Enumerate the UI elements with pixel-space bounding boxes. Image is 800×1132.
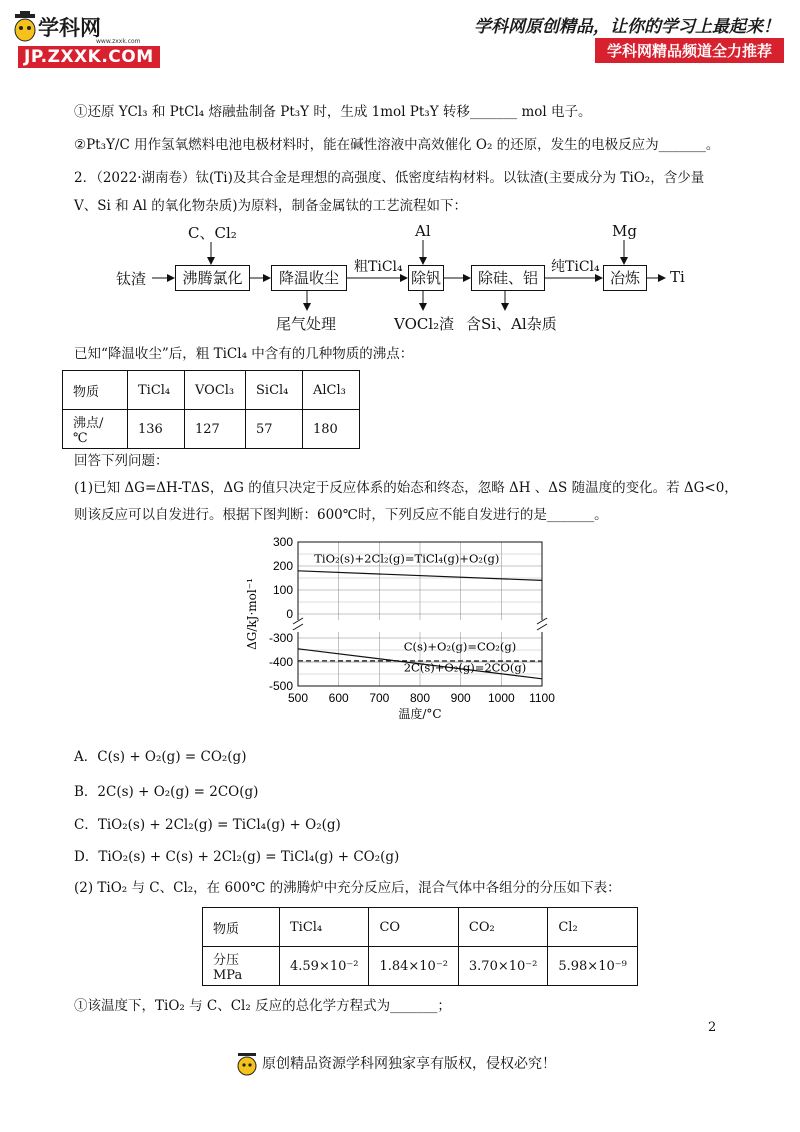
table-cell: Cl₂	[548, 908, 637, 947]
x-tick-label: 900	[450, 691, 471, 705]
flow-output-3: VOCl₂渣	[394, 315, 455, 333]
table-row	[203, 947, 638, 986]
table-cell: CO	[369, 908, 458, 947]
table-cell: 3.70×10⁻²	[458, 947, 547, 986]
mascot-icon	[236, 1050, 258, 1076]
header-slogan: 学科网原创精品，让你的学习上最起来！	[474, 17, 780, 37]
table-cell: CO₂	[458, 908, 547, 947]
y-tick-label: -400	[268, 655, 293, 669]
question-line: ①还原 YCl₃ 和 PtCl₄ 熔融盐制备 Pt₃Y 时，生成 1mol Pt₃Y 转移_______ mol 电子。	[74, 104, 592, 120]
table-cell: 127	[185, 410, 246, 449]
question-line: (2) TiO₂ 与 C、Cl₂，在 600℃ 的沸腾炉中充分反应后，混合气体中各组分的分压如下表：	[74, 880, 621, 896]
flow-arrows	[0, 0, 800, 340]
x-tick-label: 1100	[529, 691, 555, 705]
question-line: V、Si 和 Al 的氧化物杂质)为原料，制备金属钛的工艺流程如下：	[74, 198, 468, 214]
option-b[interactable]: B．2C(s) + O₂(g) = 2CO(g)	[74, 784, 259, 800]
flow-step-3: 除钒	[408, 265, 444, 291]
flow-start: 钛渣	[116, 270, 147, 288]
question-line: 回答下列问题：	[74, 453, 169, 469]
question-line: ②Pt₃Y/C 用作氢氧燃料电池电极材料时，能在碱性溶液中高效催化 O₂ 的还原，发生的电极反应为_______。	[74, 137, 720, 153]
series-label: C(s)+O₂(g)=CO₂(g)	[403, 639, 517, 654]
flow-output-2: 尾气处理	[276, 315, 337, 333]
question-line: 则该反应可以自发进行。根据下图判断：600℃时，下列反应不能自发进行的是_______。	[74, 507, 608, 523]
table-cell: 57	[246, 410, 303, 449]
boiling-point-table	[62, 370, 360, 449]
table-cell: SiCl₄	[246, 371, 303, 410]
y-tick-label: 100	[272, 583, 293, 597]
option-a[interactable]: A．C(s) + O₂(g) = CO₂(g)	[74, 749, 247, 765]
flow-step-4: 除硅、铝	[471, 265, 545, 291]
x-tick-label: 600	[328, 691, 349, 705]
logo-url: JP.ZXXK.COM	[18, 46, 160, 68]
flow-input-3: Al	[415, 222, 431, 240]
series-label: 2C(s)+O₂(g)=2CO(g)	[403, 660, 527, 675]
table-cell: 4.59×10⁻²	[280, 947, 369, 986]
page-number: 2	[708, 1020, 717, 1035]
x-tick-label: 500	[287, 691, 309, 705]
y-axis-label: ΔG/kJ·mol⁻¹	[245, 578, 259, 650]
option-c[interactable]: C．TiO₂(s) + 2Cl₂(g) = TiCl₄(g) + O₂(g)	[74, 817, 341, 833]
option-d[interactable]: D．TiO₂(s) + C(s) + 2Cl₂(g) = TiCl₄(g) + CO₂(g)	[74, 849, 400, 865]
table-cell: 1.84×10⁻²	[369, 947, 458, 986]
question-line: ①该温度下，TiO₂ 与 C、Cl₂ 反应的总化学方程式为_______；	[74, 998, 451, 1014]
question-line: 已知“降温收尘”后，粗 TiCl₄ 中含有的几种物质的沸点：	[74, 346, 414, 362]
flow-input-1: C、Cl₂	[188, 224, 237, 242]
x-tick-label: 800	[409, 691, 431, 705]
table-row	[63, 410, 360, 449]
y-tick-label: 300	[272, 535, 293, 549]
table-cell: TiCl₄	[128, 371, 185, 410]
y-tick-label: 0	[286, 607, 293, 621]
flow-input-5: Mg	[612, 222, 637, 240]
flow-step-5: 冶炼	[603, 265, 647, 291]
x-tick-label: 700	[369, 691, 390, 705]
footer-copyright: 原创精品资源学科网独家享有版权，侵权必究！	[262, 1056, 556, 1072]
y-tick-label: -300	[268, 631, 293, 645]
flow-arrow-label: 纯TiCl₄	[551, 259, 600, 275]
logo-subtitle: www.zxxk.com	[96, 38, 141, 45]
table-row	[63, 371, 360, 410]
partial-pressure-table	[202, 907, 638, 986]
flow-step-1: 沸腾氯化	[175, 265, 250, 291]
question-line: (1)已知 ΔG=ΔH-TΔS，ΔG 的值只决定于反应体系的始态和终态，忽略 ΔH 、ΔS 随温度的变化。若 ΔG<0，	[74, 480, 738, 496]
x-axis-label: 温度/°C	[398, 707, 442, 721]
flow-step-2: 降温收尘	[271, 265, 347, 291]
table-cell: 物质	[203, 908, 280, 947]
question-line: 2．（2022·湖南卷）钛(Ti)及其合金是理想的高强度、低密度结构材料。以钛渣(主要成分为 TiO₂，含少量	[74, 170, 705, 186]
table-cell: TiCl₄	[280, 908, 369, 947]
flow-end: Ti	[670, 268, 685, 286]
table-cell: 分压 MPa	[203, 947, 280, 986]
table-cell: AlCl₃	[303, 371, 360, 410]
table-cell: VOCl₃	[185, 371, 246, 410]
axis-break-gap	[294, 620, 546, 632]
table-cell: 沸点/℃	[63, 410, 128, 449]
delta-g-chart	[240, 530, 570, 740]
y-tick-label: -500	[268, 679, 293, 693]
x-tick-label: 1000	[487, 691, 515, 705]
table-cell: 136	[128, 410, 185, 449]
table-cell: 180	[303, 410, 360, 449]
series-label: TiO₂(s)+2Cl₂(g)=TiCl₄(g)+O₂(g)	[314, 551, 500, 566]
table-cell: 物质	[63, 371, 128, 410]
table-row	[203, 908, 638, 947]
header-banner: 学科网精品频道全力推荐	[595, 38, 784, 63]
logo-name: 学科网	[38, 16, 101, 40]
flow-arrow-label: 粗TiCl₄	[354, 259, 403, 275]
y-tick-label: 200	[272, 559, 293, 573]
flow-output-4: 含Si、Al杂质	[466, 315, 557, 333]
table-cell: 5.98×10⁻⁹	[548, 947, 637, 986]
